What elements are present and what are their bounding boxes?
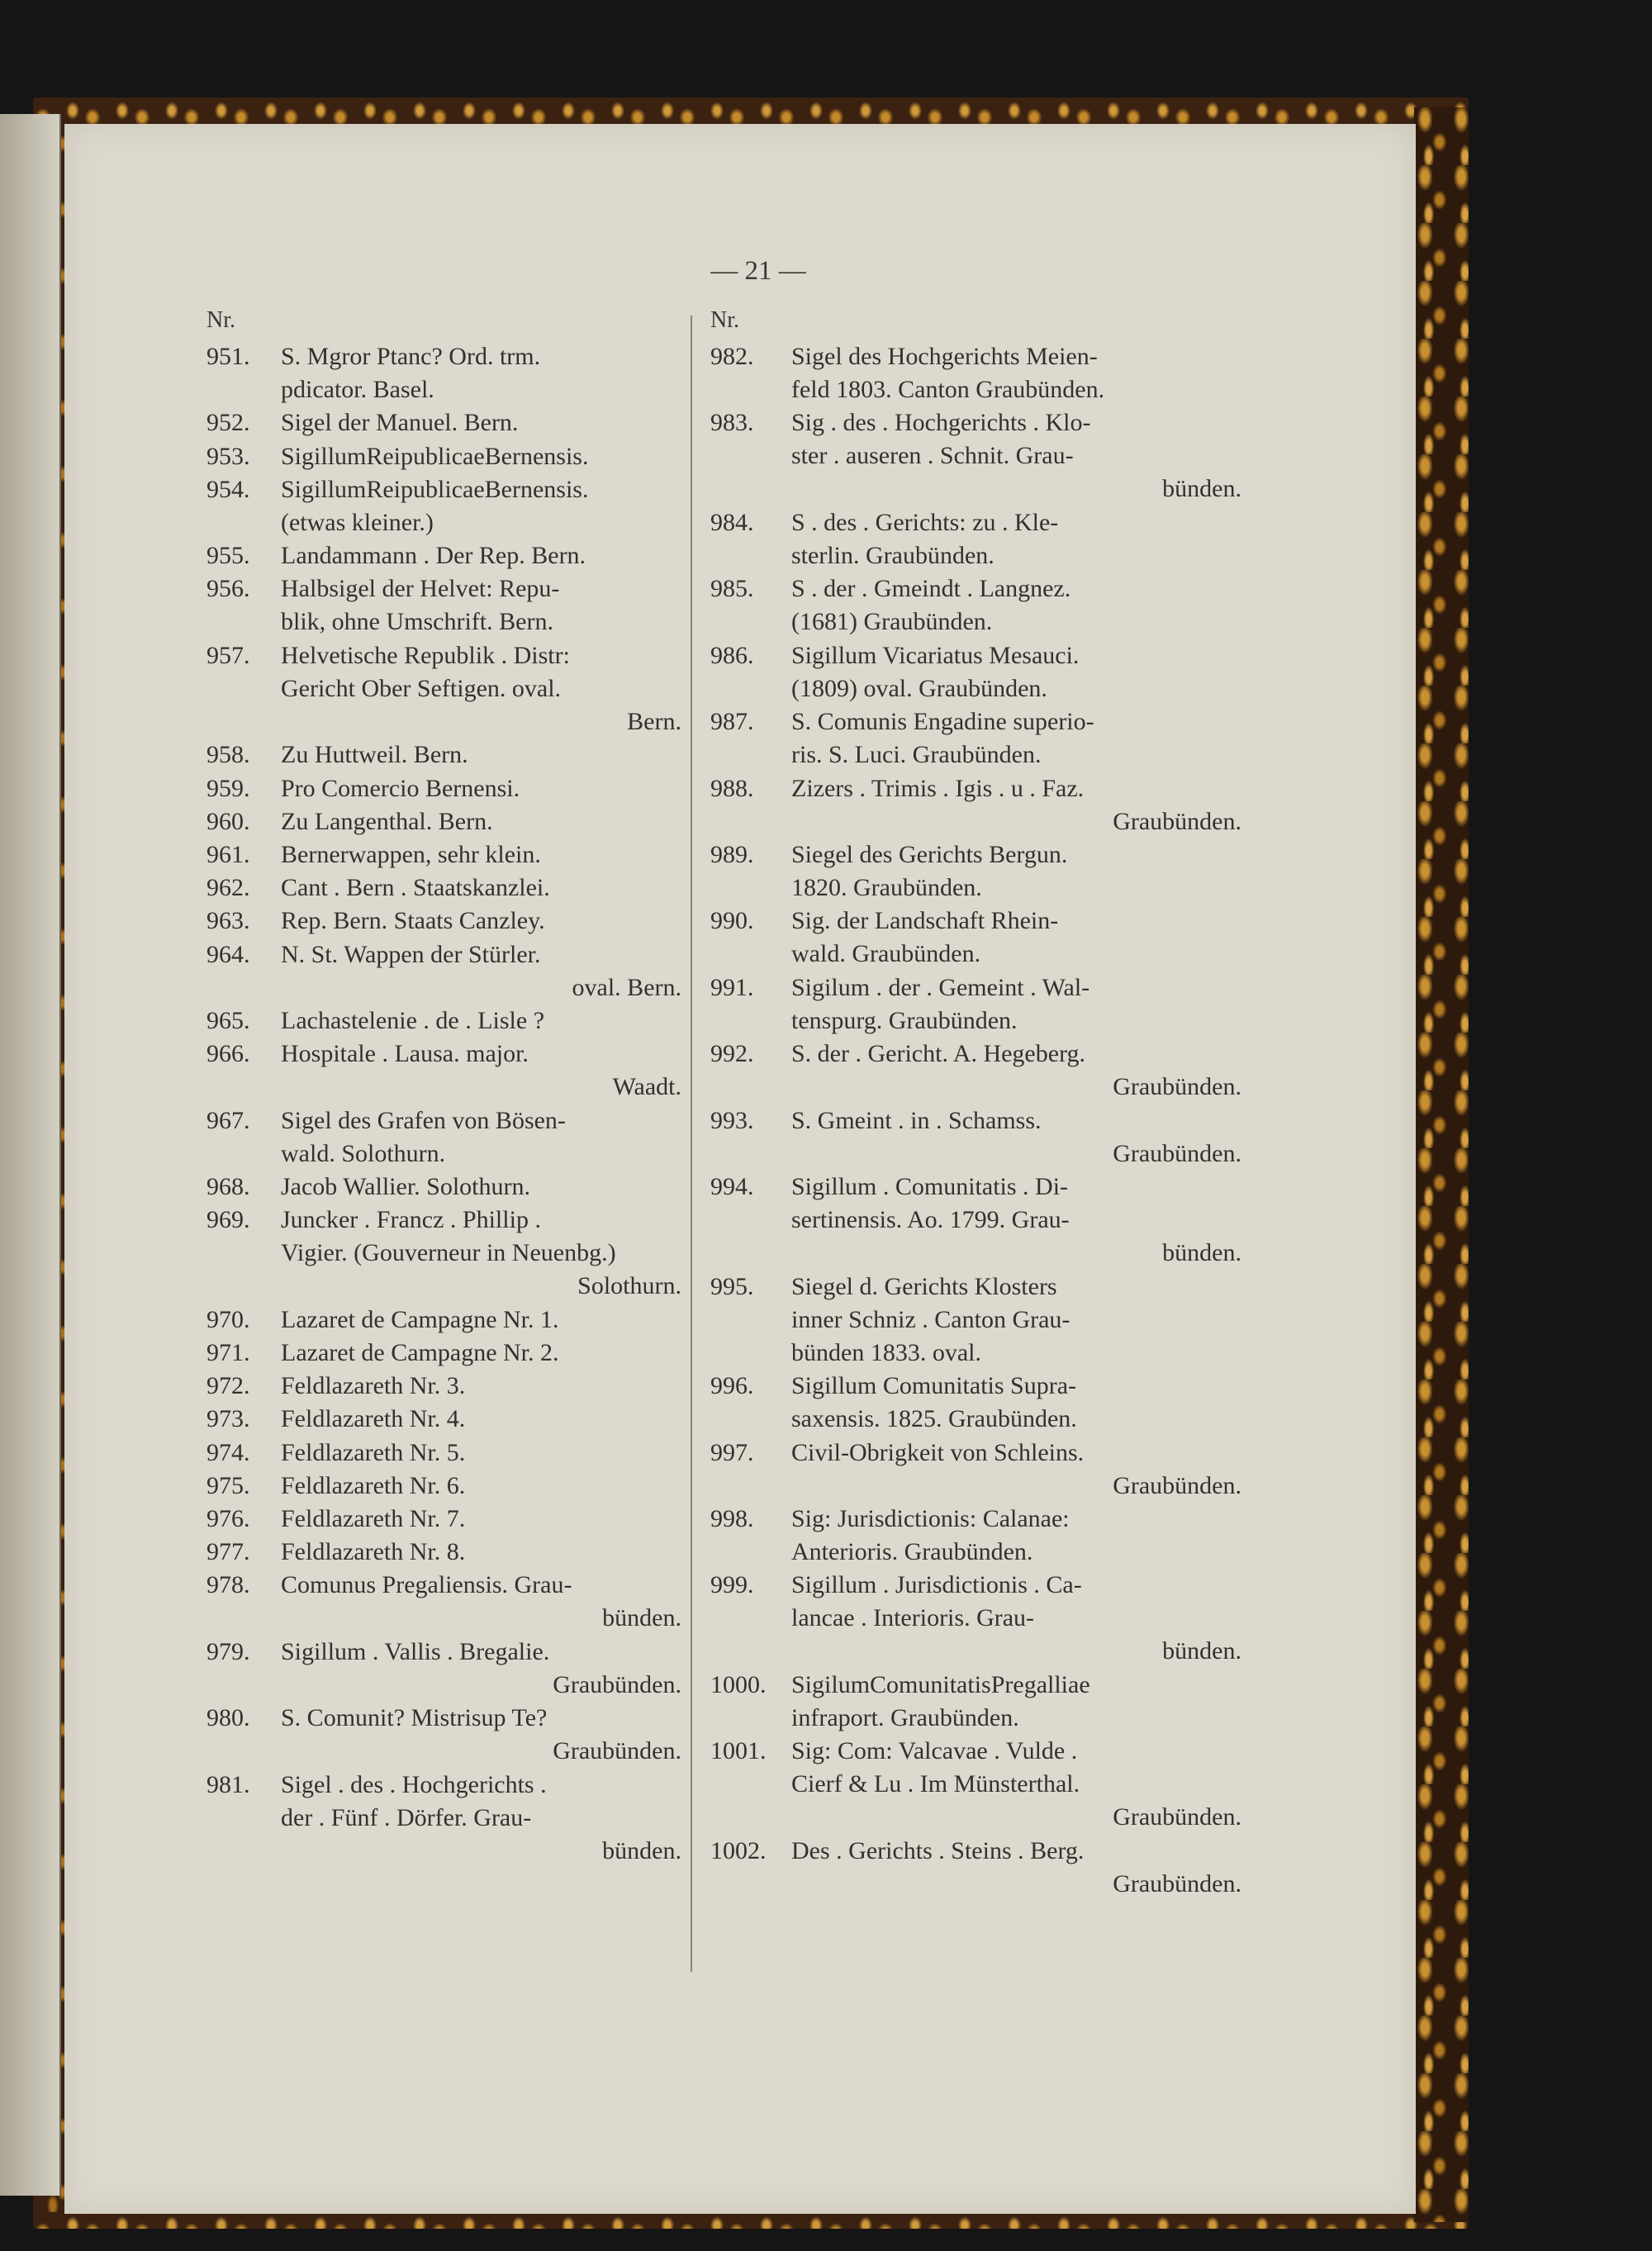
entry-text-line: Graubünden. (1113, 1073, 1241, 1101)
entry-text-line: Graubünden. (1113, 1870, 1241, 1897)
entry-text-line: infraport. Graubünden. (791, 1704, 1019, 1731)
entry-number: 989. (710, 841, 754, 868)
entry-number: 992. (710, 1040, 754, 1068)
entry-text-line: sterlin. Graubünden. (791, 542, 995, 569)
entry-number: 971. (206, 1339, 250, 1366)
entry-number: 975. (206, 1471, 250, 1499)
entry-text-line: S. Comunit? Mistrisup Te? (281, 1704, 548, 1732)
entry-number: 1001. (710, 1737, 767, 1765)
entry-text-line: Graubünden. (553, 1737, 681, 1765)
entry-number: 997. (710, 1438, 754, 1466)
entry-text-line: Graubünden. (1113, 807, 1241, 835)
entry-text-line: (etwas kleiner.) (281, 508, 434, 536)
entry-number: 954. (206, 475, 250, 503)
entry-number: 974. (206, 1438, 250, 1466)
entry-text-line: Rep. Bern. Staats Canzley. (281, 907, 545, 935)
entry-number: 990. (710, 907, 754, 935)
entry-number: 986. (710, 641, 754, 669)
entry-text-line: Feldlazareth Nr. 4. (281, 1405, 466, 1433)
entry-text-line: N. St. Wappen der Stürler. (281, 940, 541, 968)
entry-text-line: Des . Gerichts . Steins . Berg. (791, 1837, 1085, 1864)
entry-text-line: Hospitale . Lausa. major. (281, 1040, 529, 1068)
entry-text-line: Zu Langenthal. Bern. (281, 807, 493, 835)
entry-text-line: oval. Bern. (572, 973, 681, 1001)
entry-text-line: Sigillum . Jurisdictionis . Ca- (791, 1571, 1082, 1599)
entry-text-line: bünden. (602, 1836, 681, 1864)
entry-number: 957. (206, 641, 250, 669)
entry-text-line: bünden. (602, 1604, 681, 1632)
entry-text-line: SigilumComunitatisPregalliae (791, 1671, 1090, 1698)
entry-number: 965. (206, 1007, 250, 1034)
entry-number: 963. (206, 907, 250, 935)
entry-text-line: Sigel der Manuel. Bern. (281, 409, 519, 437)
entry-number: 966. (206, 1040, 250, 1068)
entry-text-line: Cierf & Lu . Im Münsterthal. (791, 1770, 1080, 1798)
entry-text-line: Feldlazareth Nr. 5. (281, 1438, 466, 1466)
entry-number: 972. (206, 1372, 250, 1400)
page-number: — 21 — (710, 256, 806, 286)
entry-text-line: (1809) oval. Graubünden. (791, 674, 1047, 702)
entry-text-line: Lachastelenie . de . Lisle ? (281, 1007, 545, 1034)
column-divider (691, 316, 692, 1972)
entry-number: 988. (710, 774, 754, 802)
entry-text-line: Civil-Obrigkeit von Schleins. (791, 1438, 1085, 1466)
left-page-edge (0, 114, 61, 2196)
entry-text-line: Juncker . Francz . Phillip . (281, 1206, 541, 1234)
entry-number: 980. (206, 1704, 250, 1732)
entry-text-line: Zizers . Trimis . Igis . u . Faz. (791, 774, 1085, 802)
entry-text-line: sertinensis. Ao. 1799. Grau- (791, 1206, 1070, 1233)
entry-text-line: bünden. (1162, 1239, 1241, 1266)
entry-number: 982. (710, 343, 754, 370)
entry-text-line: Pro Comercio Bernensi. (281, 774, 520, 802)
entry-text-line: ris. S. Luci. Graubünden. (791, 741, 1042, 769)
column-header-nr: Nr. (206, 307, 235, 333)
column-header-nr: Nr. (710, 307, 739, 333)
entry-text-line: (1681) Graubünden. (791, 608, 993, 636)
entry-number: 1000. (710, 1671, 767, 1698)
entry-text-line: S . der . Gmeindt . Langnez. (791, 575, 1071, 603)
entry-number: 959. (206, 774, 250, 802)
entry-text-line: SigillumReipublicaeBernensis. (281, 442, 589, 470)
entry-text-line: Gericht Ober Seftigen. oval. (281, 674, 562, 702)
entry-text-line: Sigel . des . Hochgerichts . (281, 1770, 547, 1798)
entry-text-line: inner Schniz . Canton Grau- (791, 1305, 1070, 1333)
entry-text-line: Feldlazareth Nr. 8. (281, 1538, 466, 1566)
entry-text-line: Sigillum Comunitatis Supra- (791, 1372, 1077, 1400)
entry-text-line: Sigel des Hochgerichts Meien- (791, 343, 1098, 370)
entry-text-line: Sigilum . der . Gemeint . Wal- (791, 973, 1090, 1001)
entry-text-line: wald. Solothurn. (281, 1139, 446, 1167)
entry-text-line: feld 1803. Canton Graubünden. (791, 376, 1105, 403)
entry-text-line: Sig . des . Hochgerichts . Klo- (791, 409, 1091, 437)
entry-number: 978. (206, 1571, 250, 1599)
entry-text-line: Sigillum Vicariatus Mesauci. (791, 641, 1080, 669)
entry-number: 994. (710, 1173, 754, 1200)
entry-text-line: Siegel d. Gerichts Klosters (791, 1272, 1057, 1300)
entry-text-line: wald. Graubünden. (791, 940, 981, 968)
entry-text-line: tenspurg. Graubünden. (791, 1006, 1018, 1034)
marbled-endpaper-edge (1414, 107, 1469, 2222)
entry-number: 967. (206, 1106, 250, 1134)
entry-text-line: Sigillum . Comunitatis . Di- (791, 1173, 1069, 1200)
entry-number: 968. (206, 1173, 250, 1200)
entry-text-line: saxensis. 1825. Graubünden. (791, 1405, 1077, 1433)
entry-text-line: Comunus Pregaliensis. Grau- (281, 1571, 572, 1599)
entry-number: 999. (710, 1571, 754, 1599)
entry-text-line: 1820. Graubünden. (791, 874, 982, 901)
entry-number: 960. (206, 807, 250, 835)
entry-text-line: Anterioris. Graubünden. (791, 1538, 1033, 1565)
entry-text-line: Graubünden. (1113, 1139, 1241, 1167)
entry-text-line: der . Fünf . Dörfer. Grau- (281, 1803, 532, 1831)
entry-number: 987. (710, 708, 754, 736)
entry-text-line: blik, ohne Umschrift. Bern. (281, 608, 553, 636)
entry-number: 956. (206, 575, 250, 603)
entry-text-line: Feldlazareth Nr. 7. (281, 1505, 466, 1532)
entry-number: 996. (710, 1372, 754, 1400)
entry-number: 962. (206, 874, 250, 902)
entry-text-line: Sig: Jurisdictionis: Calanae: (791, 1505, 1070, 1532)
entry-number: 969. (206, 1206, 250, 1234)
entry-text-line: Waadt. (612, 1073, 681, 1101)
entry-text-line: Bern. (627, 707, 681, 735)
entry-text-line: Graubünden. (553, 1670, 681, 1698)
entry-text-line: Solothurn. (577, 1272, 681, 1300)
entry-text-line: Lazaret de Campagne Nr. 2. (281, 1339, 559, 1366)
entry-text-line: bünden 1833. oval. (791, 1338, 981, 1366)
entry-number: 981. (206, 1770, 250, 1798)
entry-text-line: Sig. der Landschaft Rhein- (791, 907, 1059, 935)
book-page (64, 124, 1416, 2214)
entry-text-line: pdicator. Basel. (281, 376, 434, 403)
entry-text-line: lancae . Interioris. Grau- (791, 1604, 1035, 1632)
entry-text-line: Sigillum . Vallis . Bregalie. (281, 1637, 550, 1665)
entry-text-line: Halbsigel der Helvet: Repu- (281, 575, 560, 603)
entry-number: 983. (710, 409, 754, 437)
entry-number: 973. (206, 1405, 250, 1433)
entry-number: 1002. (710, 1837, 767, 1864)
entry-text-line: S. Comunis Engadine superio- (791, 708, 1094, 736)
entry-number: 955. (206, 542, 250, 570)
entry-number: 970. (206, 1305, 250, 1333)
entry-text-line: Cant . Bern . Staatskanzlei. (281, 874, 550, 902)
entry-text-line: Zu Huttweil. Bern. (281, 741, 468, 769)
entry-text-line: Feldlazareth Nr. 3. (281, 1372, 466, 1400)
entry-text-line: bünden. (1162, 475, 1241, 503)
entry-text-line: Jacob Wallier. Solothurn. (281, 1173, 530, 1200)
entry-text-line: Bernerwappen, sehr klein. (281, 841, 541, 868)
entry-text-line: bünden. (1162, 1637, 1241, 1665)
entry-text-line: Landammann . Der Rep. Bern. (281, 542, 586, 570)
entry-text-line: Lazaret de Campagne Nr. 1. (281, 1305, 559, 1333)
entry-number: 953. (206, 442, 250, 470)
entry-number: 991. (710, 973, 754, 1001)
entry-number: 985. (710, 575, 754, 603)
entry-number: 998. (710, 1505, 754, 1532)
entry-text-line: Graubünden. (1113, 1803, 1241, 1831)
entry-text-line: Graubünden. (1113, 1471, 1241, 1499)
entry-number: 964. (206, 940, 250, 968)
entry-text-line: ster . auseren . Schnit. Grau- (791, 442, 1074, 470)
entry-number: 976. (206, 1505, 250, 1532)
entry-number: 979. (206, 1637, 250, 1665)
entry-number: 952. (206, 409, 250, 437)
entry-text-line: S . des . Gerichts: zu . Kle- (791, 509, 1059, 536)
entry-number: 958. (206, 741, 250, 769)
entry-text-line: Vigier. (Gouverneur in Neuenbg.) (281, 1239, 616, 1267)
entry-number: 977. (206, 1538, 250, 1566)
entry-number: 993. (710, 1106, 754, 1134)
entry-text-line: Siegel des Gerichts Bergun. (791, 841, 1068, 868)
entry-number: 984. (710, 509, 754, 536)
entry-text-line: Sig: Com: Valcavae . Vulde . (791, 1737, 1078, 1765)
entry-text-line: Helvetische Republik . Distr: (281, 641, 570, 669)
entry-text-line: S. Mgror Ptanc? Ord. trm. (281, 343, 541, 370)
entry-text-line: SigillumReipublicaeBernensis. (281, 475, 589, 503)
entry-text-line: Feldlazareth Nr. 6. (281, 1471, 466, 1499)
entry-text-line: S. der . Gericht. A. Hegeberg. (791, 1040, 1086, 1068)
entry-number: 961. (206, 841, 250, 868)
entry-number: 951. (206, 343, 250, 370)
entry-text-line: S. Gmeint . in . Schamss. (791, 1106, 1042, 1134)
entry-number: 995. (710, 1272, 754, 1300)
entry-text-line: Sigel des Grafen von Bösen- (281, 1106, 566, 1134)
